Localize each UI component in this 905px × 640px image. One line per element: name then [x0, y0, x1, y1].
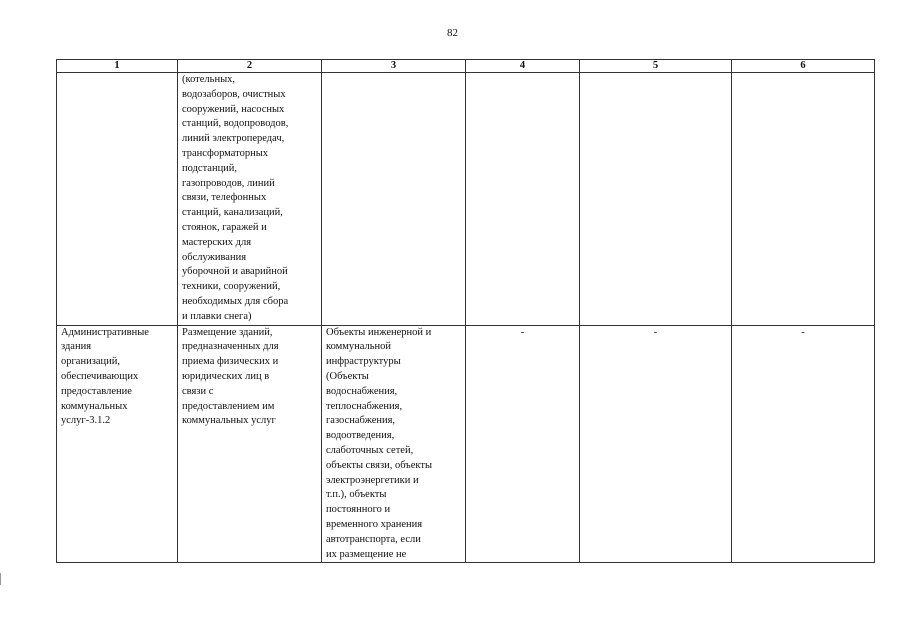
- column-header-2: 2: [178, 60, 322, 73]
- regulations-table: [56, 59, 875, 563]
- column-header-3: 3: [322, 60, 466, 73]
- column-header-5: 5: [580, 60, 732, 73]
- table-cell: [466, 325, 580, 563]
- table-cell: [322, 73, 466, 326]
- table-cell: [466, 73, 580, 326]
- cell-text: -: [520, 326, 525, 338]
- column-header-6: 6: [732, 60, 875, 73]
- table-cell: [178, 73, 322, 326]
- table-row: [57, 73, 875, 326]
- margin-mark: [0, 573, 5, 585]
- cell-text: (котельных, водозаборов, очистных сооружений, насосных станций, водопроводов, линий электропередач, трансформаторных подстанций, газопроводов, линий связи, телефонных станций, канализаций, стоянок, гаражей и мастерских для обслуживания уборочной и аварийной техники, сооружений, необходимых для сбора и плавки снега): [182, 74, 289, 322]
- column-header-4: 4: [466, 60, 580, 73]
- cell-text: Размещение зданий, предназначенных для приема физических и юридических лиц в связи с предоставлением им коммунальных услуг: [182, 326, 279, 427]
- cell-text: -: [653, 326, 658, 338]
- page-number: 82: [447, 27, 458, 39]
- table-cell: [178, 325, 322, 563]
- table-cell: [732, 325, 875, 563]
- table-cell: [57, 73, 178, 326]
- table-cell: [580, 73, 732, 326]
- cell-text: -: [801, 326, 805, 338]
- cell-text: Объекты инженерной и коммунальной инфраструктуры (Объекты водоснабжения, теплоснабжения, газоснабжения, водоотведения, слаботочных сетей, объекты связи, объекты электроэнергетики и т.п.), объекты постоянного и временного хранения автотранспорта, если их размещение не: [326, 326, 433, 560]
- table-cell: [322, 325, 466, 563]
- cell-text: Административные здания организаций, обеспечивающих предоставление коммунальных услуг-3.1.2: [61, 326, 149, 427]
- column-header-1: 1: [57, 60, 178, 73]
- table-cell: [580, 325, 732, 563]
- table-cell: [732, 73, 875, 326]
- table-row: [57, 325, 875, 563]
- table-cell: [57, 325, 178, 563]
- table-header-row: [57, 60, 875, 73]
